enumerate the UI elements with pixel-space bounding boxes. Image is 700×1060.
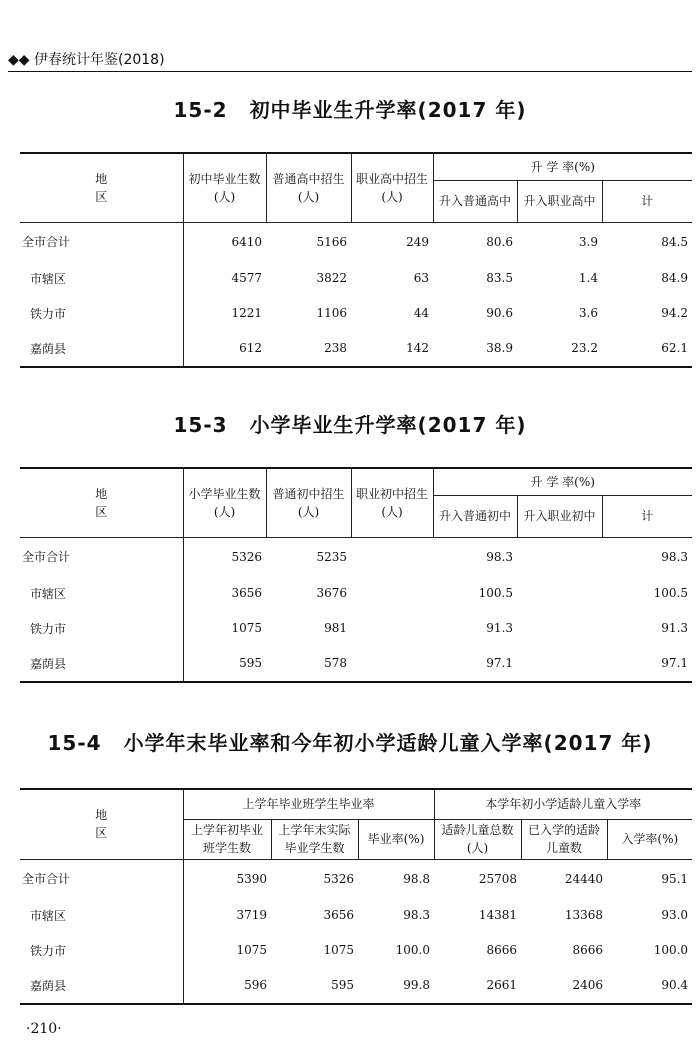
cell: 98.3 [403,908,431,922]
table-row [20,898,692,933]
table-row [20,933,692,968]
cell: 6410 [231,234,262,249]
cell: 3719 [236,908,267,922]
table-row [20,968,692,1004]
header-cell: 初中毕业生数(人) [183,153,266,222]
table-row [20,537,692,576]
header-cell: 适龄儿童总数(人) [434,819,521,859]
header-row [20,153,692,180]
table-row [20,296,692,331]
cell: 578 [266,646,351,682]
row-name: 全市合计 [20,537,183,576]
group-header: 上学年毕业班学生毕业率 [183,789,434,819]
cell: 3656 [231,586,262,600]
cell: 94.2 [661,306,689,320]
header-cell: 升入普通初中 [433,495,517,537]
table-15-3 [20,467,692,683]
cell: 90.4 [607,968,692,1004]
cell: 97.1 [433,646,517,682]
row-name: 市辖区 [20,261,183,296]
cell: 63 [413,271,429,285]
cell: 84.9 [661,271,689,285]
cell: 84.5 [661,234,689,249]
table-title-15-2 [0,94,700,123]
table-15-4 [20,788,692,1005]
header-cell: 升入普通高中 [433,180,517,222]
cell: 1106 [316,306,347,320]
cell: 238 [266,331,351,367]
cell: 80.6 [486,234,513,249]
table-row [20,576,692,611]
header-cell: 升入职业初中 [517,495,602,537]
table-row [20,331,692,367]
cell: 8666 [572,943,604,957]
cell: 5166 [316,234,347,249]
row-name: 嘉荫县 [20,646,183,682]
row-name: 铁力市 [20,296,183,331]
row-name: 市辖区 [20,898,183,933]
cell: 2661 [434,968,521,1004]
region-header: 地 区 [20,789,183,859]
header-cell: 普通高中招生(人) [266,153,351,222]
cell: 98.8 [403,871,431,886]
cell: 83.5 [486,271,513,285]
cell: 1075 [323,943,354,957]
cell: 100.0 [395,943,431,957]
cell [517,576,602,611]
table-number: 15-2 [173,98,228,122]
cell [517,646,602,682]
row-name: 嘉荫县 [20,968,183,1004]
cell: 595 [271,968,358,1004]
cell: 981 [324,621,347,635]
cell: 2406 [521,968,607,1004]
header-cell: 职业初中招生(人) [351,468,433,537]
cell: 3656 [323,908,354,922]
header-text: ◆◆ 伊春统计年鉴(2018) [8,52,165,68]
table-number: 15-4 [47,731,102,755]
cell: 3676 [316,586,347,600]
cell: 596 [183,968,271,1004]
table-title-text: 小学毕业生升学率(2017 年) [249,413,527,437]
row-name: 全市合计 [20,859,183,898]
cell: 93.0 [661,908,689,922]
cell: 612 [183,331,266,367]
header-cell: 普通初中招生(人) [266,468,351,537]
cell: 91.3 [661,621,689,635]
row-name: 铁力市 [20,611,183,646]
header-cell: 计 [602,180,692,222]
cell: 100.0 [653,943,689,957]
row-name: 铁力市 [20,933,183,968]
cell: 1075 [236,943,267,957]
table-row [20,222,692,261]
cell: 5390 [236,871,267,886]
table-title-text: 小学年末毕业率和今年初小学适龄儿童入学率(2017 年) [123,731,653,755]
cell: 24440 [564,871,604,886]
header-rule [8,71,692,72]
table-row [20,261,692,296]
group-header: 本学年初小学适龄儿童入学率 [434,789,692,819]
cell: 97.1 [602,646,692,682]
header-cell: 已入学的适龄儿童数 [521,819,607,859]
cell: 249 [406,234,429,249]
cell: 3822 [316,271,347,285]
cell [517,537,602,576]
header-cell: 职业高中招生(人) [351,153,433,222]
table-title-15-3 [0,409,700,438]
header-cell: 上学年初毕业班学生数 [183,819,271,859]
table-number: 15-3 [173,413,228,437]
cell [351,611,433,646]
cell: 3.6 [578,306,598,320]
cell [351,537,433,576]
cell: 14381 [478,908,518,922]
cell: 99.8 [358,968,434,1004]
cell: 98.3 [486,549,513,564]
cell: 38.9 [433,331,517,367]
cell: 595 [183,646,266,682]
header-cell: 入学率(%) [607,819,692,859]
cell: 62.1 [602,331,692,367]
cell: 98.3 [661,549,689,564]
cell: 1.4 [578,271,598,285]
table-title-text: 初中毕业生升学率(2017 年) [249,98,527,122]
header-row [20,468,692,495]
header-cell: 小学毕业生数(人) [183,468,266,537]
rate-group-header: 升 学 率(%) [433,153,692,180]
cell: 44 [413,306,429,320]
cell [351,646,433,682]
table-row [20,611,692,646]
cell: 5235 [316,549,347,564]
region-header: 地 区 [20,153,183,222]
cell: 95.1 [661,871,689,886]
cell: 13368 [564,908,604,922]
running-header [8,50,692,72]
cell: 90.6 [486,306,513,320]
header-cell: 计 [602,495,692,537]
table-row [20,859,692,898]
header-cell: 升入职业高中 [517,180,602,222]
cell: 142 [351,331,433,367]
table-15-2 [20,152,692,368]
row-name: 全市合计 [20,222,183,261]
cell [351,576,433,611]
row-name: 市辖区 [20,576,183,611]
cell: 3.9 [578,234,598,249]
region-header: 地 区 [20,468,183,537]
cell: 23.2 [517,331,602,367]
cell: 100.5 [653,586,689,600]
table-row [20,646,692,682]
cell: 4577 [231,271,262,285]
cell: 8666 [486,943,518,957]
cell: 1075 [231,621,262,635]
rate-group-header: 升 学 率(%) [433,468,692,495]
cell: 25708 [478,871,518,886]
row-name: 嘉荫县 [20,331,183,367]
table-title-15-4 [0,727,700,756]
cell: 1221 [231,306,262,320]
header-cell: 毕业率(%) [358,819,434,859]
page-number: ·210· [26,1021,62,1037]
header-cell: 上学年末实际毕业学生数 [271,819,358,859]
cell: 100.5 [478,586,513,600]
cell: 91.3 [486,621,513,635]
cell: 5326 [323,871,354,886]
header-row [20,789,692,819]
cell: 5326 [231,549,262,564]
cell [517,611,602,646]
